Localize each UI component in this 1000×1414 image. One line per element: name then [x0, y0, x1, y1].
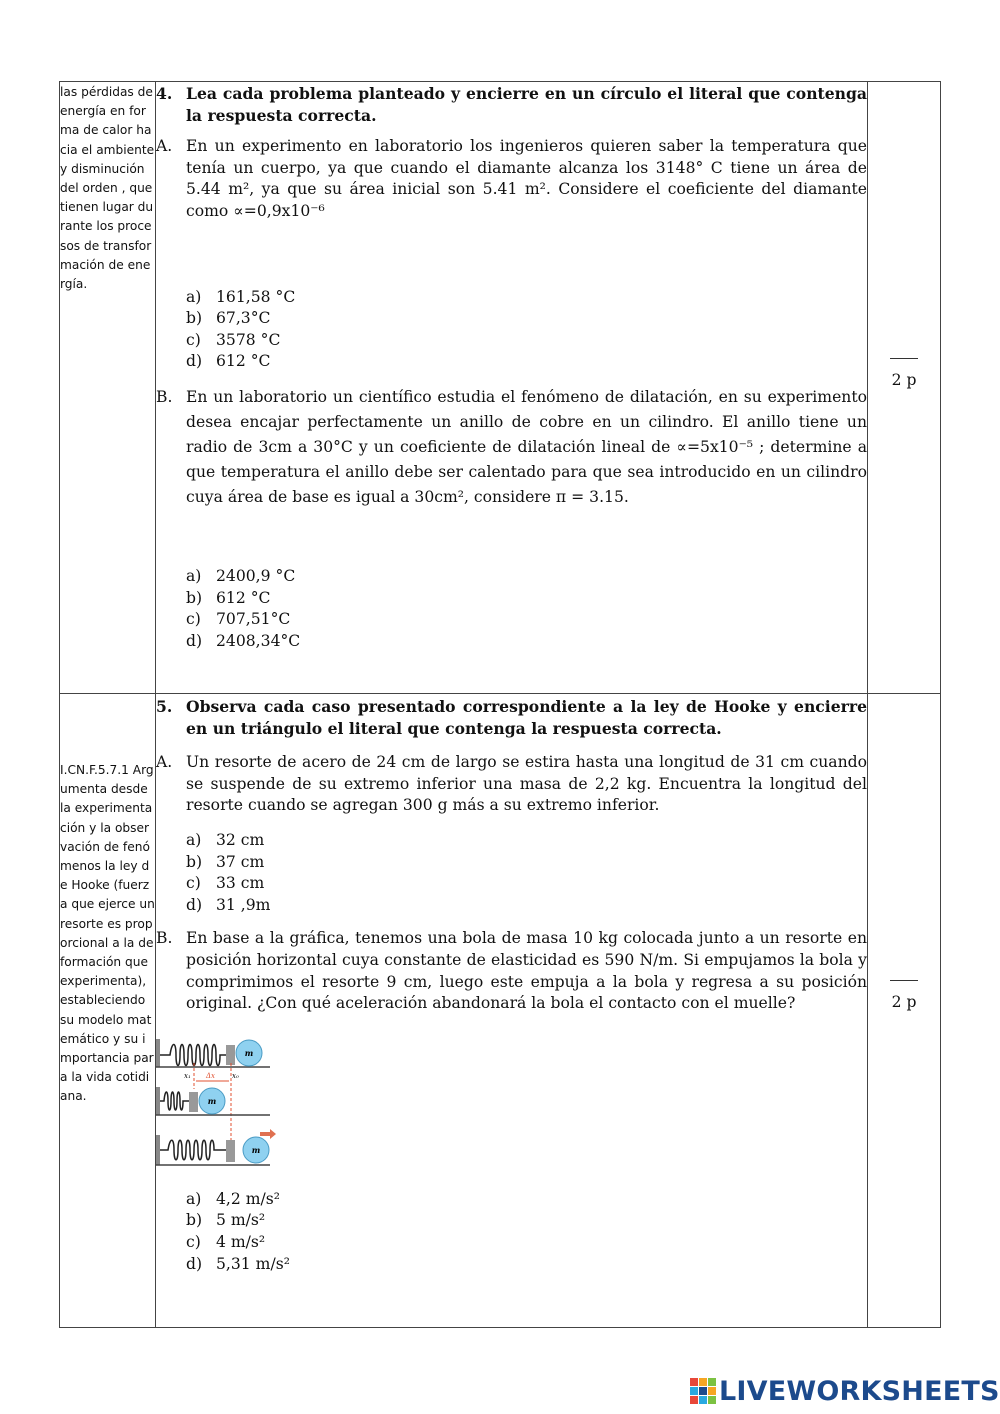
option-item[interactable] [186, 308, 867, 330]
option-letter: b) [186, 588, 203, 607]
option-letter: a) [186, 566, 202, 585]
indicator-text: las pérdidas de energía en forma de calor hacia el ambiente y disminución del orden , que tienen lugar durante los procesos de transformación de energía. [60, 85, 155, 292]
question-instruction: Observa cada caso presentado correspondiente a la ley de Hooke y encierre en un triángulo el literal que contenga la respuesta correcta. [186, 697, 867, 738]
option-item[interactable] [186, 566, 867, 588]
question-header [156, 83, 867, 126]
question-cell [156, 82, 868, 694]
options-list [186, 287, 867, 373]
problem-label: B. [156, 929, 173, 948]
indicator-cell [60, 694, 156, 1328]
table-row [60, 694, 941, 1328]
option-item[interactable] [186, 330, 867, 352]
arrow-right-icon [260, 1129, 276, 1139]
logo-tile [699, 1387, 707, 1395]
option-letter: a) [186, 1189, 202, 1208]
problem-text: Un resorte de acero de 24 cm de largo se estira hasta una longitud de 31 cm cuando se suspende de su extremo inferior una masa de 2,2 kg. Encuentra la longitud del resorte cuando se agregan 300 g más a su extremo inferior. [186, 753, 867, 815]
options-list [186, 566, 867, 652]
option-item[interactable] [186, 852, 867, 874]
option-letter: c) [186, 1232, 201, 1251]
option-text: 37 cm [216, 852, 265, 871]
question-cell [156, 694, 868, 1328]
score-blank-line[interactable] [890, 358, 918, 359]
score-cell [868, 694, 941, 1328]
option-text: 612 °C [216, 352, 271, 371]
option-letter: c) [186, 874, 201, 893]
option-text: 31 ,9m [216, 895, 271, 914]
option-item[interactable] [186, 830, 867, 852]
problem-label: A. [156, 753, 173, 772]
option-item[interactable] [186, 588, 867, 610]
mass-label: m [251, 1144, 261, 1155]
option-letter: b) [186, 309, 203, 328]
problem-a [156, 136, 867, 222]
spring-stage-release [156, 1129, 276, 1165]
mass-label: m [207, 1095, 217, 1106]
dx-label: Δx [206, 1071, 216, 1080]
logo-tile [708, 1378, 716, 1386]
option-text: 33 cm [216, 874, 265, 893]
logo-tile [690, 1387, 698, 1395]
option-item[interactable] [186, 873, 867, 895]
option-text: 32 cm [216, 830, 265, 849]
option-text: 161,58 °C [216, 287, 296, 306]
score-value: 2 p [891, 371, 917, 389]
problem-label: B. [156, 387, 173, 406]
option-text: 2408,34°C [216, 631, 301, 650]
option-letter: d) [186, 631, 203, 650]
problem-b [156, 928, 867, 1014]
option-text: 4 m/s² [216, 1232, 266, 1251]
problem-a [156, 752, 867, 817]
option-item[interactable] [186, 609, 867, 631]
option-text: 67,3°C [216, 309, 271, 328]
logo-tile [699, 1396, 707, 1404]
score-blank-line[interactable] [890, 980, 918, 981]
logo-tile [690, 1378, 698, 1386]
logo-tile [699, 1378, 707, 1386]
question-header [156, 696, 867, 739]
option-text: 5 m/s² [216, 1211, 266, 1230]
option-letter: a) [186, 830, 202, 849]
liveworksheets-logo[interactable] [690, 1374, 1000, 1408]
indicator-cell [60, 82, 156, 694]
option-item[interactable] [186, 1189, 867, 1211]
option-letter: d) [186, 352, 203, 371]
indicator-text: I.CN.F.5.7.1 Argumenta desde la experimentación y la observación de fenómenos la ley de Hooke (fuerza que ejerce un resorte es proporcional a la deformación que experimenta), estableciendo su modelo matemático y su importancia para la vida cotidiana. [60, 763, 155, 1104]
option-letter: c) [186, 330, 201, 349]
score-cell [868, 82, 941, 694]
option-letter: c) [186, 610, 201, 629]
option-letter: d) [186, 895, 203, 914]
option-text: 612 °C [216, 588, 271, 607]
table-row [60, 82, 941, 694]
logo-text: LIVEWORKSHEETS [719, 1375, 1000, 1407]
logo-tile [708, 1387, 716, 1395]
option-item[interactable] [186, 1232, 867, 1254]
question-instruction: Lea cada problema planteado y encierre en un círculo el literal que contenga la respuesta correcta. [186, 84, 867, 125]
spring-stage-compressed [156, 1087, 270, 1115]
problem-b [156, 385, 867, 510]
option-letter: b) [186, 852, 203, 871]
spring-stage-rest [156, 1039, 270, 1067]
question-number: 4. [156, 84, 173, 103]
problem-text: En un laboratorio un científico estudia el fenómeno de dilatación, en su experimento desea encajar perfectamente un anillo de cobre en un cilindro. El anillo tiene un radio de 3cm a 30°C y un coeficiente de dilatación lineal de ∝=5x10⁻⁵ ; determine a que temperatura el anillo debe ser calentado para que sea introducido en un cilindro cuya área de base es igual a 30cm², considere π = 3.15. [186, 387, 867, 506]
logo-icon [690, 1378, 716, 1404]
option-text: 2400,9 °C [216, 566, 296, 585]
logo-tile [690, 1396, 698, 1404]
mass-label: m [244, 1047, 254, 1058]
option-letter: d) [186, 1254, 203, 1273]
option-text: 4,2 m/s² [216, 1189, 281, 1208]
problem-label: A. [156, 137, 173, 156]
option-item[interactable] [186, 1210, 867, 1232]
option-letter: b) [186, 1211, 203, 1230]
option-text: 3578 °C [216, 330, 281, 349]
option-text: 5,31 m/s² [216, 1254, 290, 1273]
problem-text: En un experimento en laboratorio los ingenieros quieren saber la temperatura que tenía un cuerpo, ya que cuando el diamante alcanza los 3148° C tiene un área de 5.44 m², ya que su área inicial son 5.41 m². Considere el coeficiente del diamante como ∝=0,9x10⁻⁶ [186, 137, 867, 220]
x0-label: x₀ [232, 1071, 239, 1080]
worksheet-table [59, 81, 941, 1328]
option-item[interactable] [186, 895, 867, 917]
problem-text: En base a la gráfica, tenemos una bola de masa 10 kg colocada junto a un resorte en posición horizontal cuya constante de elasticidad es 590 N/m. Si empujamos la bola y comprimimos el resorte 9 cm, luego este empuja a la bola y regresa a su posición original. ¿Con qué aceleración abandonará la bola el contacto con el muelle? [186, 929, 867, 1013]
option-item[interactable] [186, 1254, 867, 1276]
spring-diagram [156, 1031, 276, 1171]
option-item[interactable] [186, 351, 867, 373]
logo-tile [708, 1396, 716, 1404]
score-value: 2 p [891, 993, 917, 1011]
option-text: 707,51°C [216, 610, 291, 629]
question-number: 5. [156, 697, 173, 716]
options-list [186, 1189, 867, 1275]
option-item[interactable] [186, 631, 867, 653]
x1-label: x₁ [184, 1071, 191, 1080]
option-letter: a) [186, 287, 202, 306]
option-item[interactable] [186, 287, 867, 309]
options-list [186, 830, 867, 916]
